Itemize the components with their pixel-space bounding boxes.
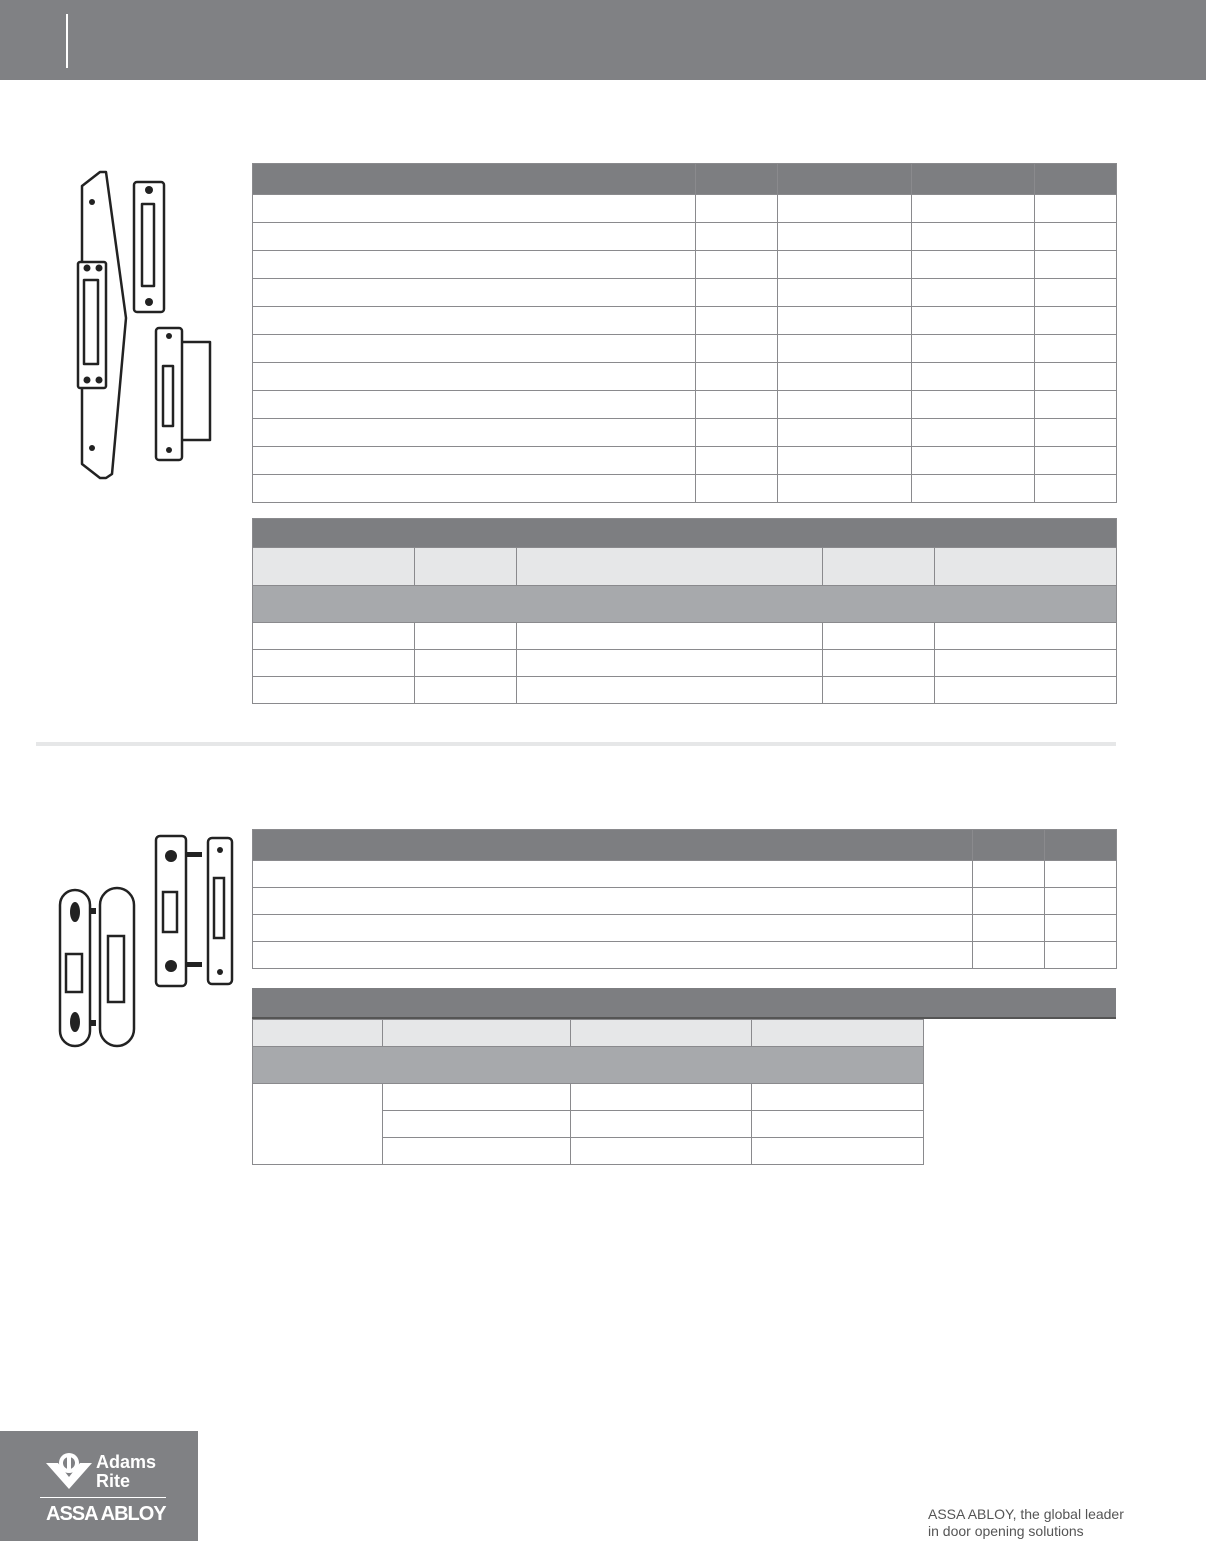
table-4 (252, 1019, 924, 1165)
table-row (253, 419, 1117, 447)
logo-rule (40, 1497, 166, 1498)
header-cell (912, 164, 1035, 195)
header-cell (778, 164, 912, 195)
table-2-subheader-row (253, 548, 1117, 586)
header-cell (696, 164, 778, 195)
logo-text-assa-abloy: ASSA ABLOY (46, 1503, 166, 1525)
table-3 (252, 829, 1117, 969)
footer-logo (0, 1431, 198, 1541)
table-row (253, 279, 1117, 307)
table-2-group-row (253, 586, 1117, 623)
section-divider (36, 742, 1116, 746)
table-2 (252, 518, 1117, 704)
header-bar (0, 0, 1206, 80)
table-row (253, 475, 1117, 503)
adams-rite-logo-icon (44, 1451, 94, 1491)
table-row (253, 391, 1117, 419)
table-row (253, 307, 1117, 335)
table-4-subheader-row (253, 1020, 924, 1047)
table-row (253, 915, 1117, 942)
table-row (253, 942, 1117, 969)
logo-text-adams-rite: Adams Rite (96, 1452, 157, 1491)
table-row (253, 335, 1117, 363)
table-row (253, 363, 1117, 391)
table-row (253, 861, 1117, 888)
tagline (928, 1506, 1128, 1540)
faceplate-strike-illustration (52, 832, 236, 1050)
strike-plates-illustration (70, 168, 220, 484)
table-row (253, 447, 1117, 475)
table-4-title-band (252, 988, 1116, 1019)
header-divider (66, 14, 68, 68)
table-row (253, 623, 1117, 650)
table-row (253, 1084, 924, 1111)
tagline-line-2: in door opening solutions (928, 1523, 1084, 1539)
table-1-header-row (253, 164, 1117, 195)
table-row (253, 650, 1117, 677)
header-cell (253, 519, 1117, 548)
header-cell (1035, 164, 1117, 195)
table-row (253, 223, 1117, 251)
table-row (253, 195, 1117, 223)
table-4-group-row (253, 1047, 924, 1084)
tagline-line-1: ASSA ABLOY, the global leader (928, 1506, 1124, 1522)
table-row (253, 251, 1117, 279)
table-row (253, 888, 1117, 915)
table-1 (252, 163, 1117, 503)
table-3-header-row (253, 830, 1117, 861)
header-cell (253, 164, 696, 195)
table-2-title-row (253, 519, 1117, 548)
table-row (253, 677, 1117, 704)
